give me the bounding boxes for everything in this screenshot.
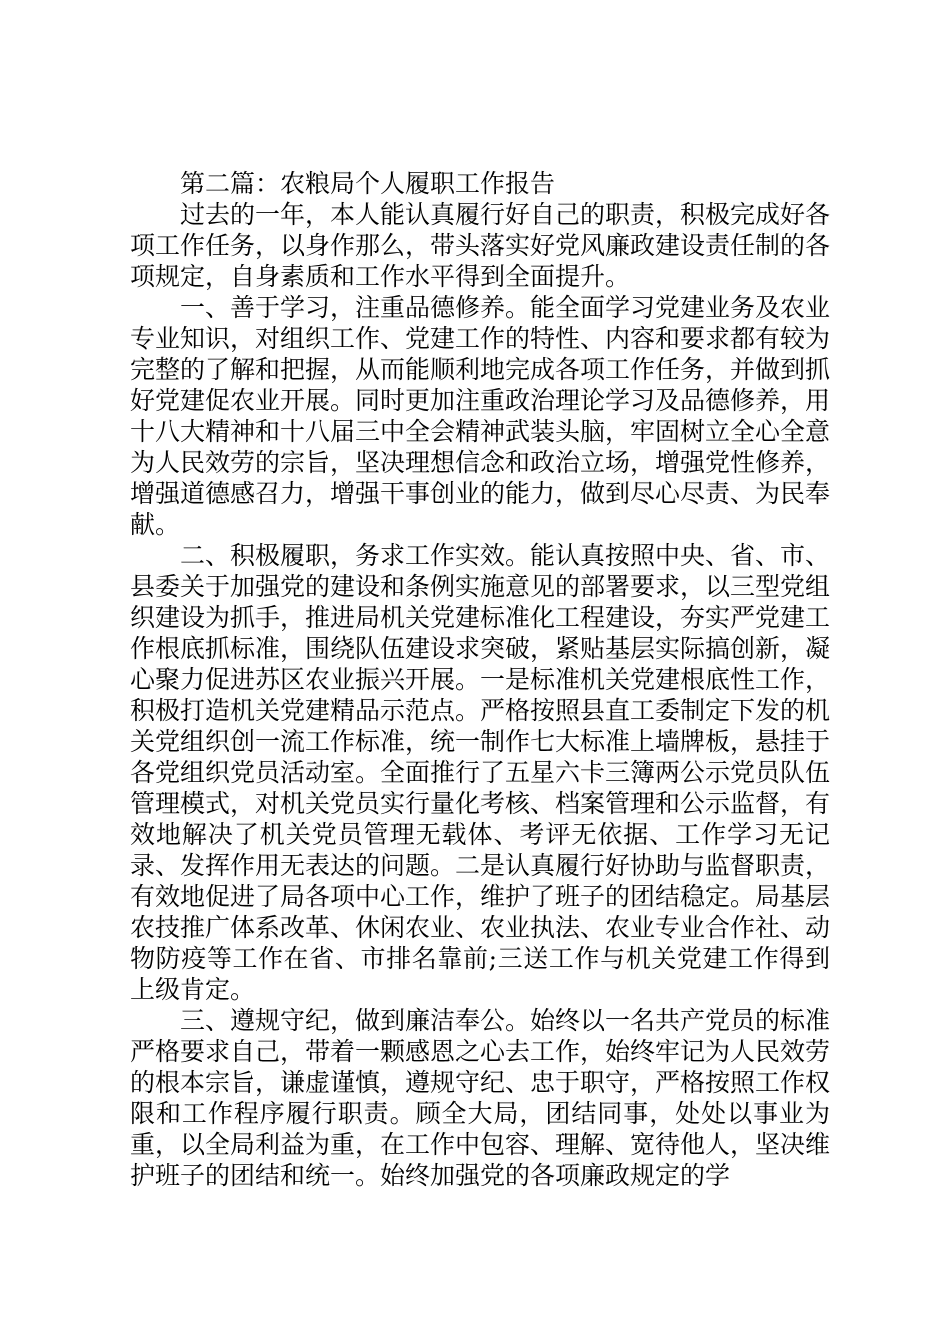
paragraph-section-2: 二、积极履职，务求工作实效。能认真按照中央、省、市、县委关于加强党的建设和条例实施意见的部署要求，以三型党组织建设为抓手，推进局机关党建标准化工程建设，夯实严党建工作根底抓标准，围绕队伍建设求突破，紧贴基层实际搞创新，凝心聚力促进苏区农业振兴开展。一是标准机关党建根底性工作，积极打造机关党建精品示范点。严格按照县直工委制定下发的机关党组织创一流工作标准，统一制作七大标准上墙牌板，悬挂于各党组织党员活动室。全面推行了五星六卡三簿两公示党员队伍管理模式，对机关党员实行量化考核、档案管理和公示监督，有效地解决了机关党员管理无载体、考评无依据、工作学习无记录、发挥作用无表达的问题。二是认真履行好协助与监督职责，有效地促进了局各项中心工作，维护了班子的团结稳定。局基层农技推广体系改革、休闲农业、农业执法、农业专业合作社、动物防疫等工作在省、市排名靠前;三送工作与机关党建工作得到上级肯定。 bbox=[130, 541, 831, 1004]
document-title: 第二篇：农粮局个人履职工作报告 bbox=[180, 169, 556, 198]
document-body bbox=[130, 168, 830, 1191]
paragraph-section-3: 三、遵规守纪，做到廉洁奉公。始终以一名共产党员的标准严格要求自己，带着一颗感恩之心去工作，始终牢记为人民效劳的根本宗旨，谦虚谨慎，遵规守纪、忠于职守，严格按照工作权限和工作程序履行职责。顾全大局，团结同事，处处以事业为重，以全局利益为重，在工作中包容、理解、宽待他人，坚决维护班子的团结和统一。始终加强党的各项廉政规定的学 bbox=[130, 1006, 831, 1190]
paragraph-section-1: 一、善于学习，注重品德修养。能全面学习党建业务及农业专业知识，对组织工作、党建工作的特性、内容和要求都有较为完整的了解和把握，从而能顺利地完成各项工作任务，并做到抓好党建促农业开展。同时更加注重政治理论学习及品德修养，用十八大精神和十八届三中全会精神武装头脑，牢固树立全心全意为人民效劳的宗旨，坚决理想信念和政治立场，增强党性修养，增强道德感召力，增强干事创业的能力，做到尽心尽责、为民奉献。 bbox=[130, 293, 831, 539]
paragraph-intro: 过去的一年，本人能认真履行好自己的职责，积极完成好各项工作任务，以身作那么，带头落实好党风廉政建设责任制的各项规定，自身素质和工作水平得到全面提升。 bbox=[130, 200, 831, 291]
